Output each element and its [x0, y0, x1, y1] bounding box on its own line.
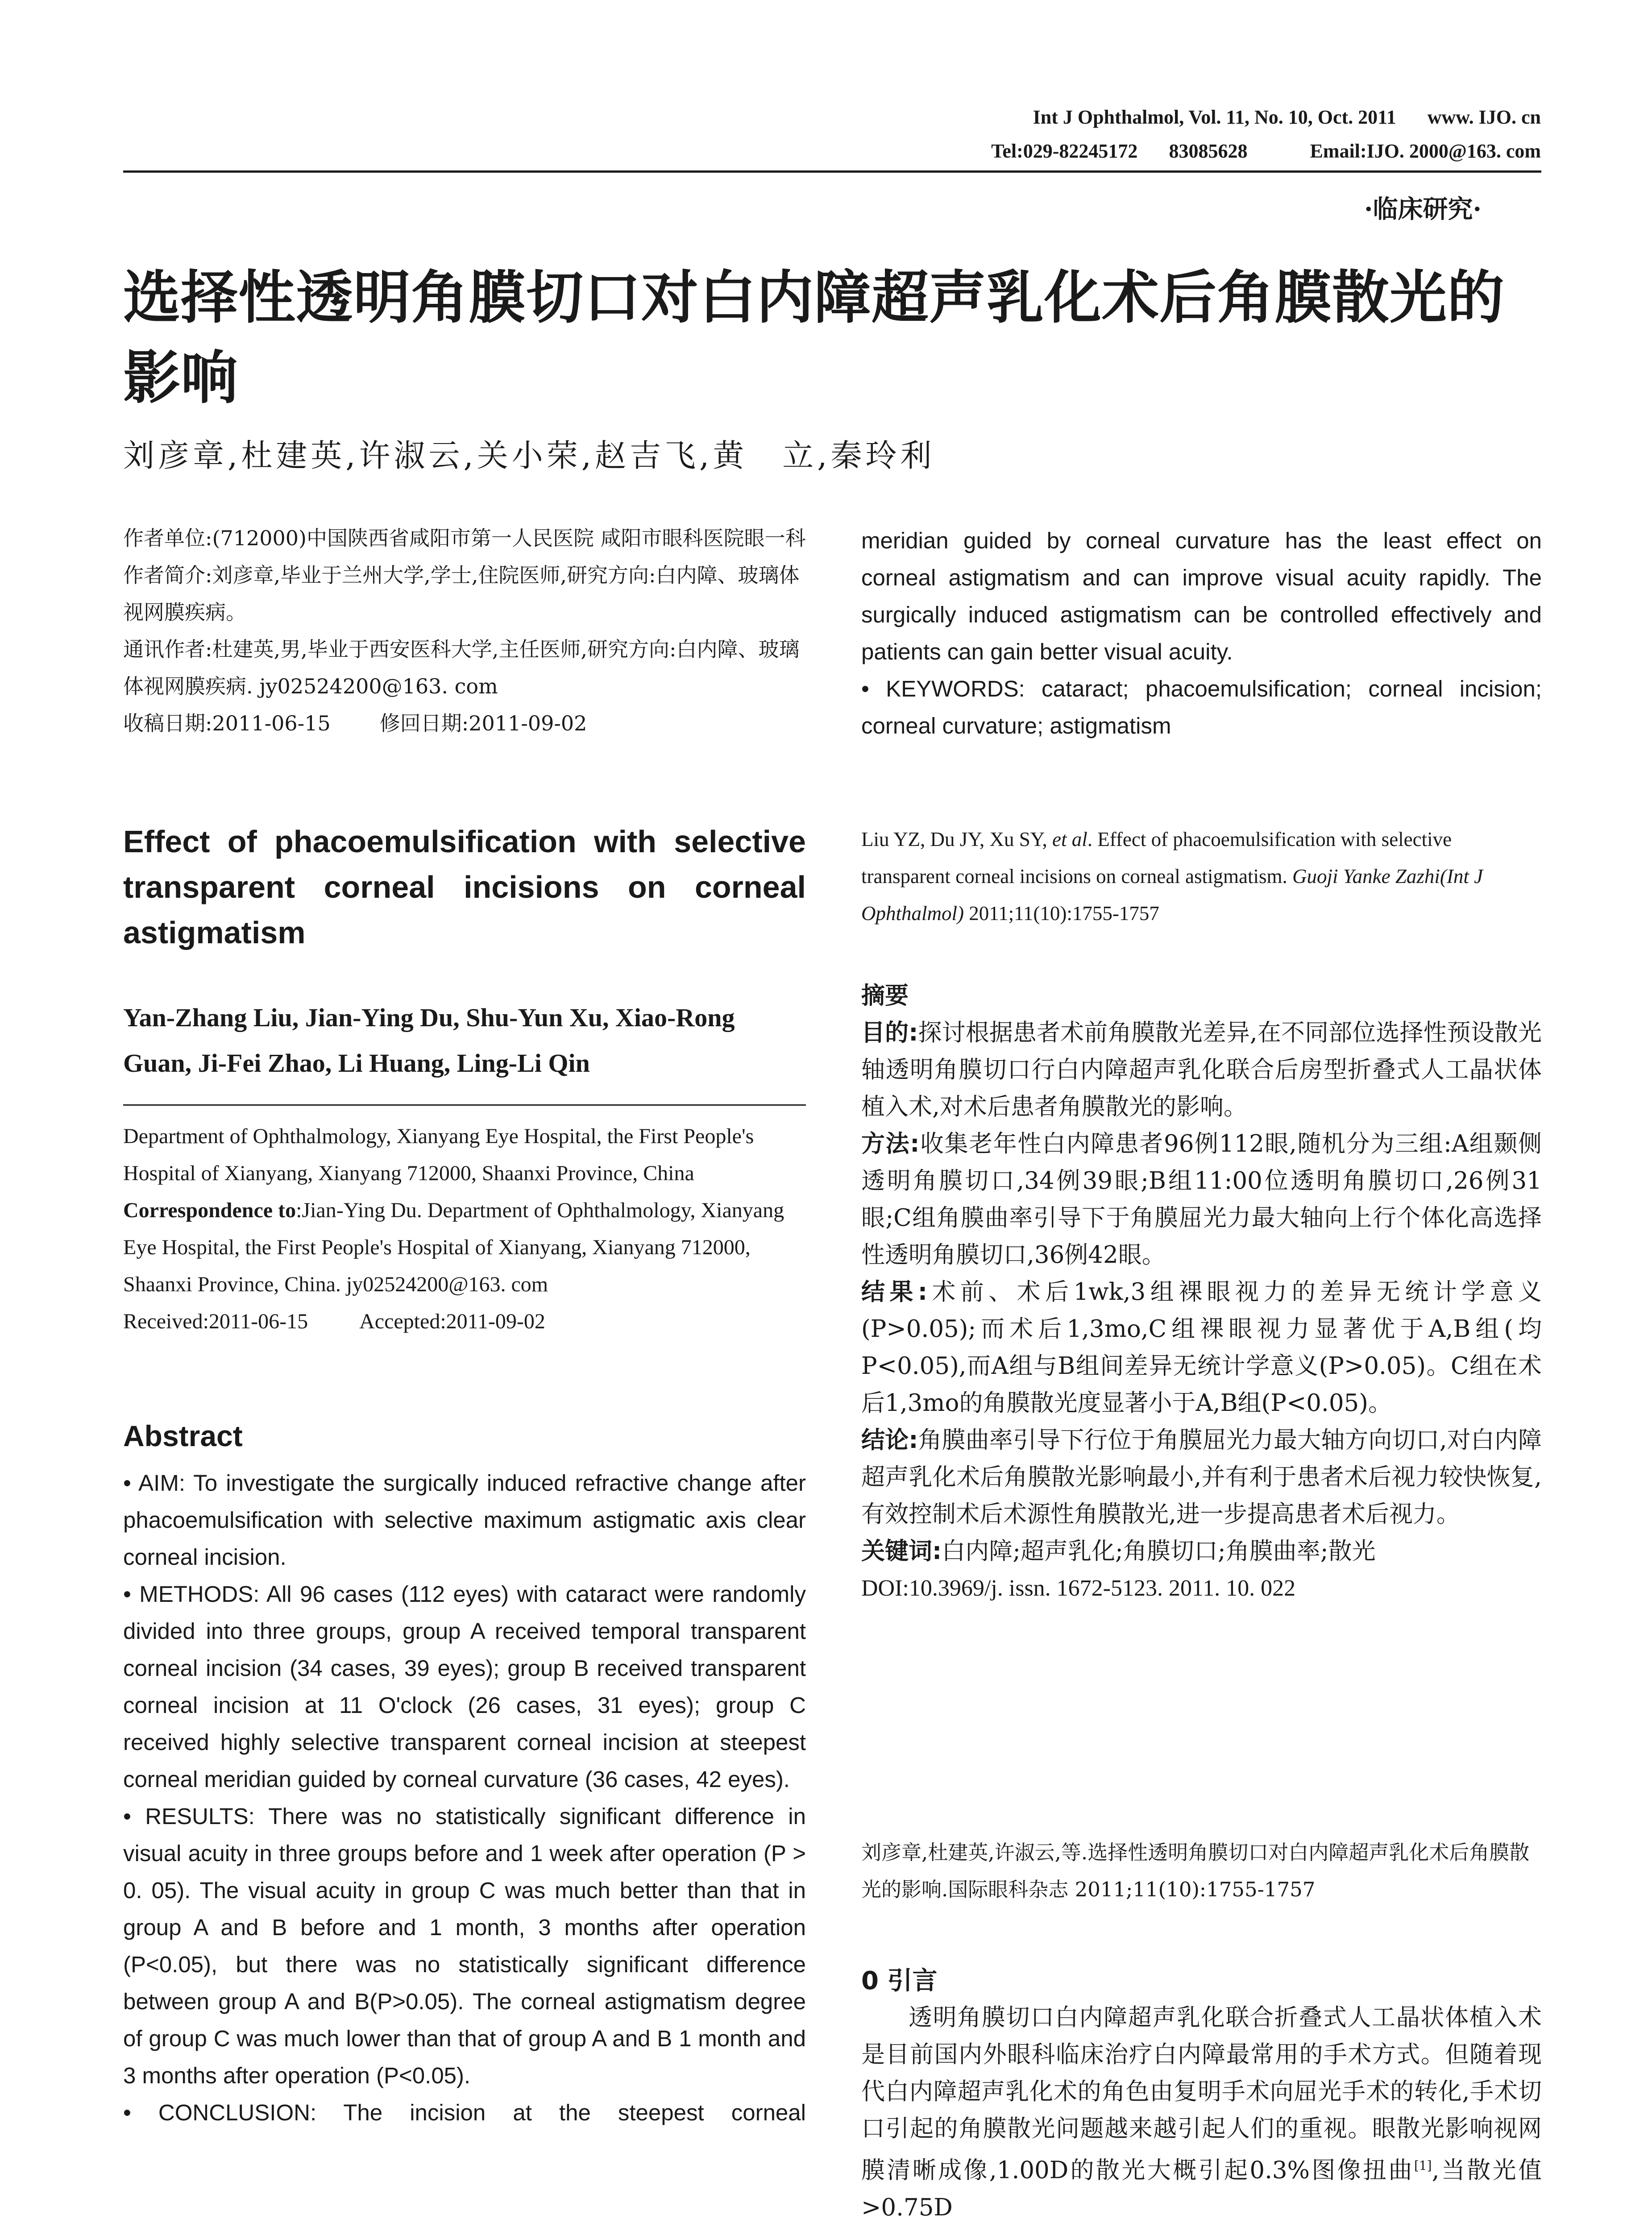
revised-date-cn: 修回日期:2011-09-02	[379, 711, 587, 735]
journal-tel: Tel:029-82245172	[991, 140, 1138, 162]
abstract-en-left	[123, 1464, 806, 2131]
author-bio: 作者简介:刘彦章,毕业于兰州大学,学士,住院医师,研究方向:白内障、玻璃体视网膜疾病。	[123, 563, 800, 624]
journal-website: www. IJO. cn	[1427, 106, 1541, 128]
correspondence-en	[123, 1192, 806, 1303]
aim-label: 目的:	[861, 1019, 918, 1046]
methods-text: 收集老年性白内障患者96例112眼,随机分为三组:A组颞侧透明角膜切口,34例39眼;B组11:00位透明角膜切口,26例31眼;C组角膜曲率引导下于角膜屈光力最大轴向上行个体化高选择性透明角膜切口,36例42眼。	[861, 1130, 1542, 1269]
section-tag: ·临床研究·	[1364, 195, 1482, 224]
header-row-1	[848, 100, 1541, 134]
abstract-cn-heading: 摘要	[861, 982, 909, 1009]
affiliation-unit: 作者单位:(712000)中国陕西省咸阳市第一人民医院 咸阳市眼科医院眼一科	[123, 526, 806, 550]
affiliation-cn	[123, 520, 806, 742]
citation-etal: et al	[1052, 828, 1087, 850]
methods-label: 方法:	[861, 1130, 920, 1157]
article-title-cn: 选择性透明角膜切口对白内障超声乳化术后角膜散光的影响	[123, 265, 1505, 411]
keywords-label: 关键词:	[861, 1538, 942, 1565]
abstract-cn-aim	[861, 1014, 1542, 1125]
citation-volume: 2011;11(10):1755-1757	[969, 902, 1159, 925]
authors-cn: 刘彦章,杜建英,许淑云,关小荣,赵吉飞,黄 立,秦玲利	[123, 437, 935, 474]
abstract-cn-results	[861, 1273, 1542, 1422]
citation-authors: Liu YZ, Du JY, Xu SY,	[861, 828, 1047, 850]
correspondence-text: :Jian-Ying Du. Department of Ophthalmology, Xianyang Eye Hospital, the First People's Hospital of Xianyang, Xianyang 712000, Shaanxi Province, China. jy02524200@163. com	[123, 1198, 784, 1296]
conclusion-label: 结论:	[861, 1427, 918, 1454]
results-label: 结果:	[861, 1278, 928, 1306]
article-title-en: Effect of phacoemulsification with selective transparent corneal incisions on corneal astigmatism	[123, 824, 806, 950]
citation-cn: 刘彦章,杜建英,许淑云,等.选择性透明角膜切口对白内障超声乳化术后角膜散光的影响.国际眼科杂志 2011;11(10):1755-1757	[861, 1841, 1530, 1901]
authors-en: Yan-Zhang Liu, Jian-Ying Du, Shu-Yun Xu, Xiao-Rong Guan, Ji-Fei Zhao, Li Huang, Ling-Li Qin	[123, 1003, 735, 1078]
left-divider	[123, 1104, 806, 1106]
journal-header	[848, 100, 1541, 168]
journal-tel2: 83085628	[1169, 140, 1248, 162]
results-text: 术前、术后1wk,3组裸眼视力的差异无统计学意义(P>0.05);而术后1,3mo,C组裸眼视力显著优于A,B组(均P<0.05),而A组与B组间差异无统计学意义(P>0.05)。C组在术后1,3mo的角膜散光度显著小于A,B组(P<0.05)。	[861, 1278, 1542, 1417]
dates-en	[123, 1303, 806, 1340]
header-divider	[123, 170, 1541, 173]
citation-en	[861, 821, 1542, 932]
journal-info: Int J Ophthalmol, Vol. 11, No. 10, Oct. 2011	[1033, 106, 1396, 128]
abstract-cn-conclusion	[861, 1422, 1542, 1533]
corresponding-author-cn: 通讯作者:杜建英,男,毕业于西安医科大学,主任医师,研究方向:白内障、玻璃体视网膜疾病. jy02524200@163. com	[123, 637, 800, 698]
journal-email: Email:IJO. 2000@163. com	[1310, 140, 1541, 162]
intro-body	[861, 1999, 1542, 2226]
abstract-keywords: • KEYWORDS: cataract; phacoemulsification; corneal incision; corneal curvature; astigmatism	[861, 676, 1542, 738]
dates-cn	[123, 705, 806, 742]
abstract-heading: Abstract	[123, 1419, 243, 1452]
keywords-text: 白内障;超声乳化;角膜切口;角膜曲率;散光	[942, 1538, 1376, 1565]
department-text: Department of Ophthalmology, Xianyang Eye Hospital, the First People's Hospital of Xianyang, Xianyang 712000, Shaanxi Province, China	[123, 1124, 754, 1185]
abstract-results: • RESULTS: There was no statistically significant difference in visual acuity in three groups before and 1 week after operation (P > 0. 05). The visual acuity in group C was much better than that in group A and B before and 1 month, 3 months after operation (P<0.05), but there was no statistically significant difference between group A and B(P>0.05). The corneal astigmatism degree of group C was much lower than that of group A and B 1 month and 3 months after operation (P<0.05).	[123, 1804, 806, 2088]
received-date-cn: 收稿日期:2011-06-15	[123, 711, 331, 735]
conclusion-text: 角膜曲率引导下行位于角膜屈光力最大轴方向切口,对白内障超声乳化术后角膜散光影响最小,并有利于患者术后视力较快恢复,有效控制术后术源性角膜散光,进一步提高患者术后视力。	[861, 1427, 1542, 1528]
intro-reference: [1]	[1414, 2158, 1432, 2173]
citation-title: . Effect of phacoemulsification with selective transparent corneal incisions on corneal astigmatism.	[861, 828, 1452, 887]
intro-text: 透明角膜切口白内障超声乳化联合折叠式人工晶状体植入术是目前国内外眼科临床治疗白内障最常用的手术方式。但随着现代白内障超声乳化术的角色由复明手术向屈光手术的转化,手术切口引起的角膜散光问题越来越引起人们的重视。眼散光影响视网膜清晰成像,1.00D的散光大概引起0.3%图像扭曲	[861, 2004, 1542, 2184]
header-row-2	[848, 134, 1541, 168]
abstract-en-right	[861, 522, 1542, 744]
abstract-conclusion-start: • CONCLUSION: The incision at the steepest corneal	[123, 2100, 806, 2125]
intro-text-end: ,当散光值>0.75D	[861, 2156, 1542, 2221]
abstract-cn-methods	[861, 1125, 1542, 1273]
accepted-date-en: Accepted:2011-09-02	[359, 1310, 545, 1333]
citation-journal: Guoji Yanke Zazhi(Int J Ophthalmol)	[861, 865, 1483, 925]
abstract-cn-keywords	[861, 1533, 1542, 1570]
abstract-cn	[861, 977, 1542, 1607]
abstract-conclusion-cont: meridian guided by corneal curvature has the least effect on corneal astigmatism and can improve visual acuity rapidly. The surgically induced astigmatism can be controlled effectively and patients can gain better visual acuity.	[861, 528, 1542, 664]
doi: DOI:10.3969/j. issn. 1672-5123. 2011. 10. 022	[861, 1576, 1296, 1601]
department-en	[123, 1118, 806, 1340]
abstract-aim: • AIM: To investigate the surgically induced refractive change after phacoemulsification with selective maximum astigmatic axis clear corneal incision.	[123, 1470, 806, 1570]
correspondence-label: Correspondence to	[123, 1198, 296, 1222]
abstract-methods: • METHODS: All 96 cases (112 eyes) with cataract were randomly divided into three groups, group A received temporal transparent corneal incision (34 cases, 39 eyes); group B received transparent corneal incision at 11 O'clock (26 cases, 31 eyes); group C received highly selective transparent corneal incision at steepest corneal meridian guided by corneal curvature (36 cases, 42 eyes).	[123, 1581, 806, 1792]
received-date-en: Received:2011-06-15	[123, 1310, 308, 1333]
intro-heading: 0 引言	[861, 1966, 938, 1995]
aim-text: 探讨根据患者术前角膜散光差异,在不同部位选择性预设散光轴透明角膜切口行白内障超声乳化联合后房型折叠式人工晶状体植入术,对术后患者角膜散光的影响。	[861, 1019, 1542, 1120]
